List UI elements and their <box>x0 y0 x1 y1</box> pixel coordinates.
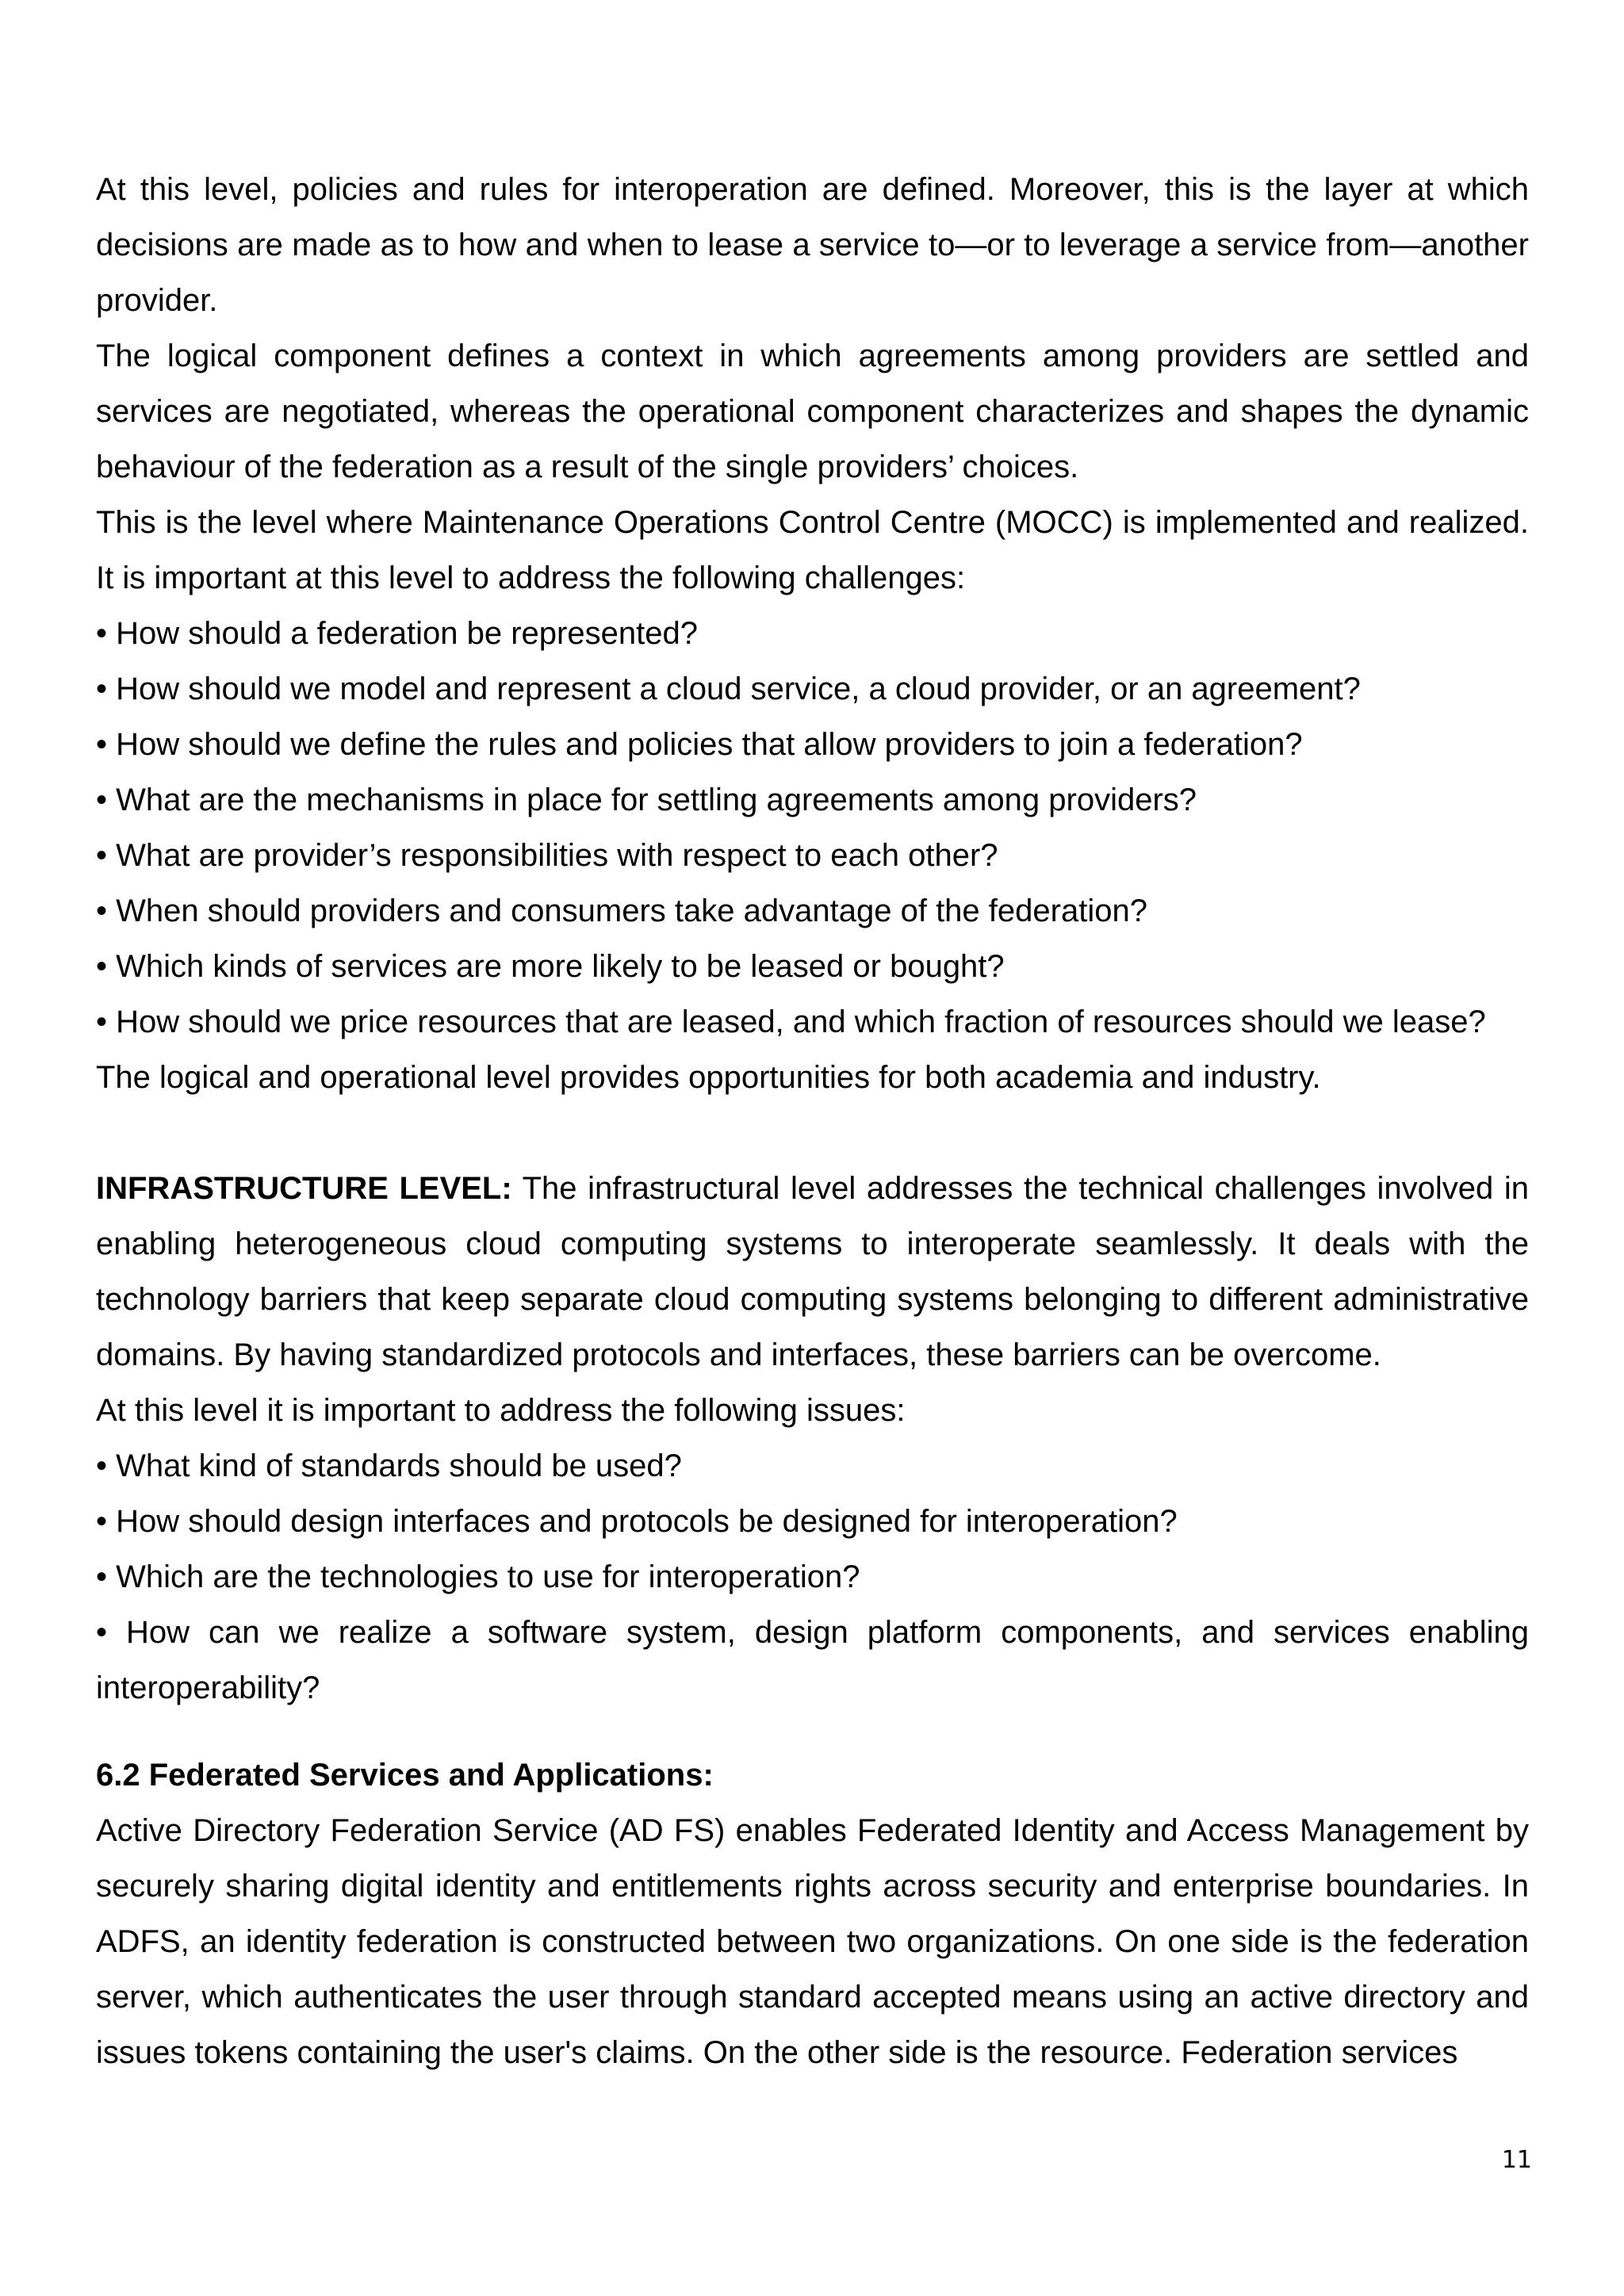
document-page <box>96 162 1529 2080</box>
list-item: • How should a federation be represented? <box>96 616 698 651</box>
logical-challenges-list <box>96 606 1529 1050</box>
spacer <box>96 1105 1529 1161</box>
infrastructure-text: The infrastructural level addresses the technical challenges involved in enabling heterogeneous cloud computing systems to interoperate seamlessly. It deals with the technology barriers that keep separate cloud computing systems belonging to different administrative domains. By having standardized protocols and interfaces, these barriers can be overcome. <box>96 1171 1529 1372</box>
list-item: • When should providers and consumers take advantage of the federation? <box>96 894 1147 928</box>
page-number: 11 <box>1501 2146 1532 2174</box>
infrastructure-intro: At this level it is important to address the following issues: <box>96 1393 906 1428</box>
logical-paragraph-3: This is the level where Maintenance Operations Control Centre (MOCC) is implemented and realized. It is important at this level to address the following challenges: <box>96 505 1529 595</box>
list-item: • What kind of standards should be used? <box>96 1448 682 1483</box>
list-item: • How can we realize a software system, design platform components, and services enabling interoperability? <box>96 1615 1529 1705</box>
list-item: • What are provider’s responsibilities with respect to each other? <box>96 838 998 873</box>
infrastructure-paragraph <box>96 1161 1529 1383</box>
infrastructure-issues-list <box>96 1438 1529 1716</box>
spacer <box>96 1716 1529 1747</box>
list-item: • How should we price resources that are leased, and which fraction of resources should we lease? <box>96 1004 1486 1039</box>
logical-closing-paragraph: The logical and operational level provides opportunities for both academia and industry. <box>96 1060 1321 1095</box>
section-62-paragraph: Active Directory Federation Service (AD FS) enables Federated Identity and Access Management by securely sharing digital identity and entitlements rights across security and enterprise boundaries. In ADFS, an identity federation is constructed between two organizations. On one side is the federation server, which authenticates the user through standard accepted means using an active directory and issues tokens containing the user's claims. On the other side is the resource. Federation services <box>96 1813 1529 2070</box>
list-item: • Which are the technologies to use for interoperation? <box>96 1559 860 1594</box>
list-item: • How should design interfaces and protocols be designed for interoperation? <box>96 1504 1178 1539</box>
section-heading: 6.2 Federated Services and Applications: <box>96 1758 714 1793</box>
logical-paragraph-2: The logical component defines a context in which agreements among providers are settled and services are negotiated, whereas the operational component characterizes and shapes the dynamic behaviour of the federation as a result of the single providers’ choices. <box>96 339 1529 484</box>
list-item: • Which kinds of services are more likely to be leased or bought? <box>96 949 1005 984</box>
list-item: • How should we define the rules and policies that allow providers to join a federation? <box>96 727 1303 762</box>
logical-paragraph-1: At this level, policies and rules for interoperation are defined. Moreover, this is the layer at which decisions are made as to how and when to lease a service to—or to leverage a service from—another provider. <box>96 172 1529 318</box>
list-item: • What are the mechanisms in place for settling agreements among providers? <box>96 783 1197 817</box>
infrastructure-label: INFRASTRUCTURE LEVEL: <box>96 1171 512 1206</box>
list-item: • How should we model and represent a cloud service, a cloud provider, or an agreement? <box>96 672 1361 706</box>
